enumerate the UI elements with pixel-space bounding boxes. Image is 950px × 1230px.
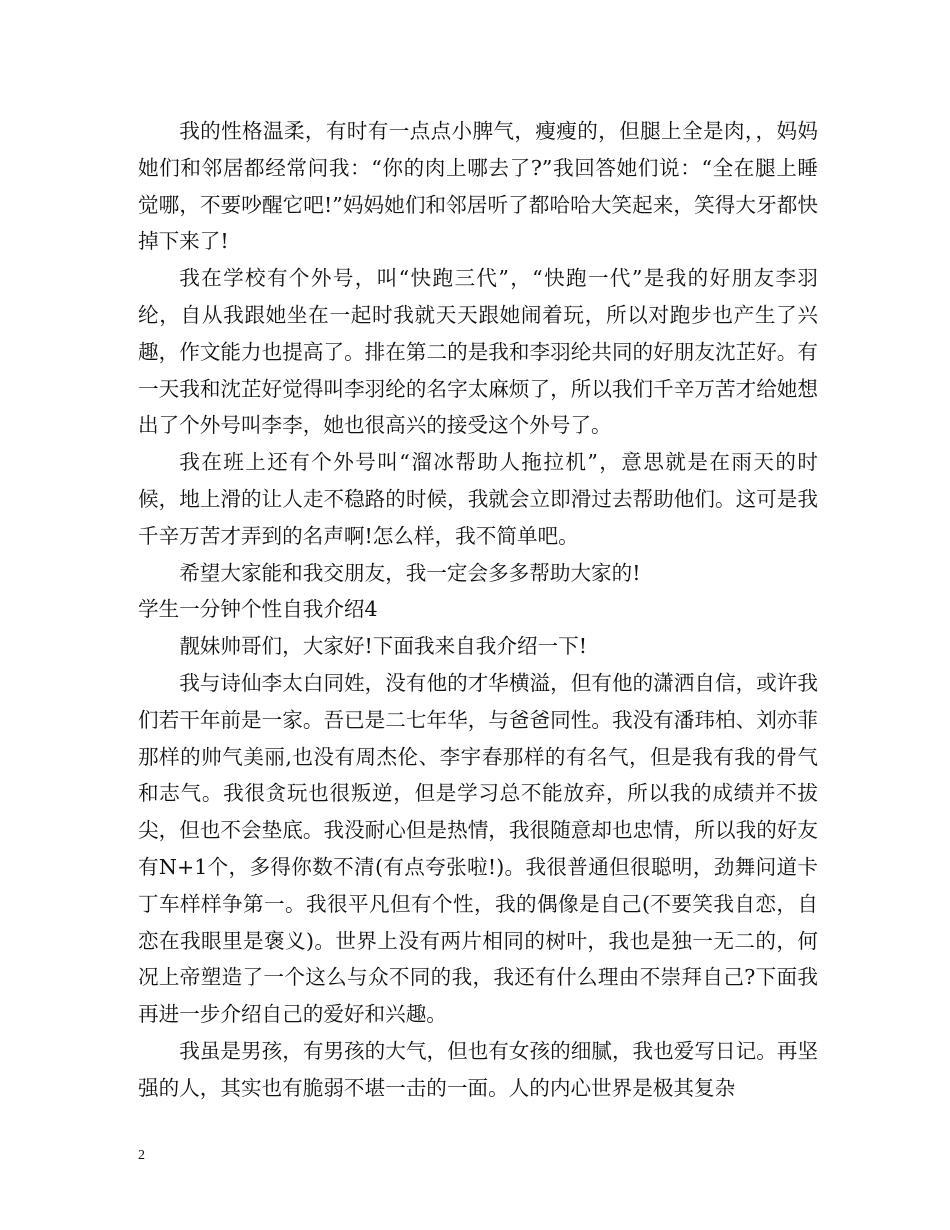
paragraph-greeting: 靓妹帅哥们，大家好!下面我来自我介绍一下! — [179, 634, 588, 659]
document-body — [138, 113, 818, 1107]
paragraph-nickname-runner: 我在学校有个外号，叫“快跑三代”，“快跑一代”是我的好朋友李羽纶，自从我跟她坐在一起时我就天天跟她闹着玩，所以对跑步也产生了兴趣，作文能力也提高了。排在第二的是我和李羽纶共同的好朋友沈芷好。有一天我和沈芷好觉得叫李羽纶的名字太麻烦了，所以我们千辛万苦才给她想出了个外号叫李李，她也很高兴的接受这个外号了。 — [138, 266, 818, 438]
page-number: 2 — [138, 1148, 145, 1163]
paragraph-self-description: 我与诗仙李太白同姓，没有他的才华横溢，但有他的潇洒自信，或许我们若干年前是一家。吾已是二七年华，与爸爸同性。我没有潘玮柏、刘亦菲那样的帅气美丽,也没有周杰伦、李宇春那样的有名气，但是我有我的骨气和志气。我很贪玩也很叛逆，但是学习总不能放弃，所以我的成绩并不拔尖，但也不会垫底。我没耐心但是热情，我很随意却也忠情，所以我的好友有N+1个，多得你数不清(有点夸张啦!)。我很普通但很聪明，劲舞问道卡丁车样样争第一。我很平凡但有个性，我的偶像是自己(不要笑我自恋，自恋在我眼里是褒义)。世界上没有两片相同的树叶，我也是独一无二的，何况上帝塑造了一个这么与众不同的我，我还有什么理由不崇拜自己?下面我再进一步介绍自己的爱好和兴趣。 — [138, 670, 818, 1027]
paragraph-nickname-skater: 我在班上还有个外号叫“溜冰帮助人拖拉机”，意思就是在雨天的时候，地上滑的让人走不稳路的时候，我就会立即滑过去帮助他们。这可是我千辛万苦才弄到的名声啊!怎么样，我不简单吧。 — [138, 450, 818, 548]
paragraph-make-friends: 希望大家能和我交朋友，我一定会多多帮助大家的! — [179, 560, 641, 585]
paragraph-hobbies: 我虽是男孩，有男孩的大气，但也有女孩的细腻，我也爱写日记。再坚强的人，其实也有脆弱不堪一击的一面。人的内心世界是极其复杂 — [138, 1038, 818, 1100]
paragraph-personality: 我的性格温柔，有时有一点点小脾气，瘦瘦的，但腿上全是肉，，妈妈她们和邻居都经常问我：“你的肉上哪去了?”我回答她们说：“全在腿上睡觉哪，不要吵醒它吧!”妈妈她们和邻居听了都哈哈大笑起来，笑得大牙都快掉下来了! — [138, 119, 818, 254]
section-heading: 学生一分钟个性自我介绍4 — [138, 597, 378, 622]
